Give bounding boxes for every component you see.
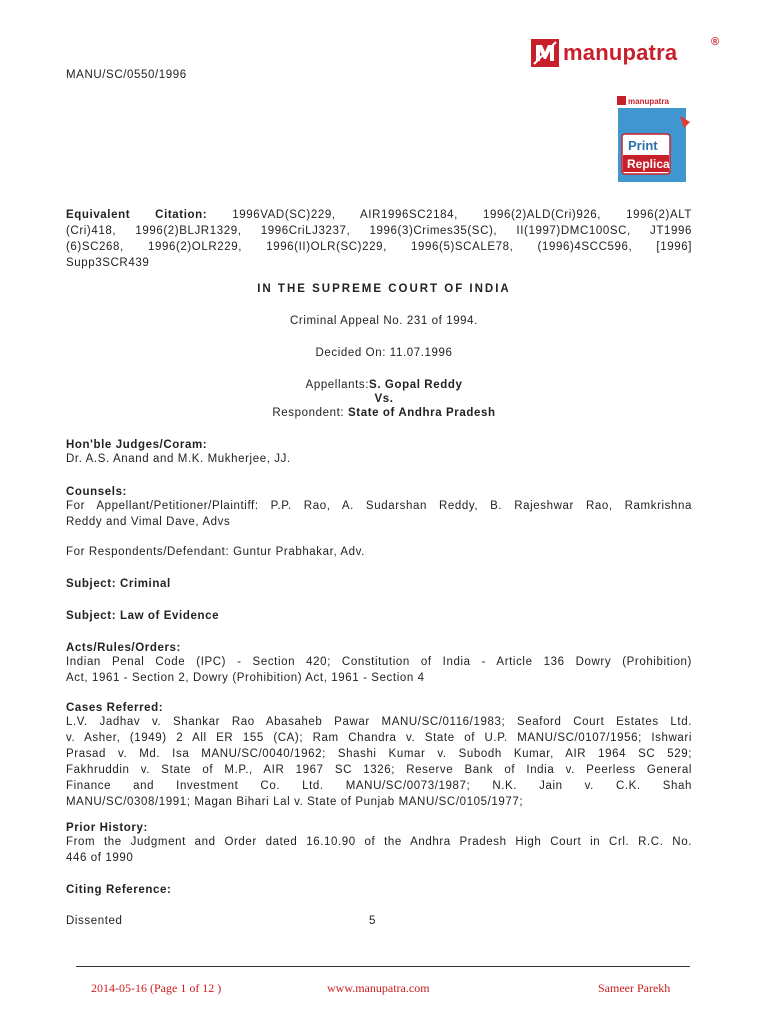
judges-text: Dr. A.S. Anand and M.K. Mukherjee, JJ. — [66, 453, 291, 465]
footer-divider — [76, 966, 690, 967]
appellant-name: S. Gopal Reddy — [369, 379, 463, 391]
prior-history-text — [66, 834, 692, 866]
prior-history-line: 446 of 1990 — [66, 852, 134, 864]
prior-history-line: From the Judgment and Order dated 16.10.90 of the Andhra Pradesh High Court in Crl. R.C. No. — [66, 836, 692, 848]
citation-label: Equivalent Citation: — [66, 209, 208, 221]
prior-history-heading: Prior History: — [66, 822, 148, 834]
print-replica-icon — [614, 92, 694, 184]
cases-line: Fakhruddin v. State of M.P., AIR 1967 SC 1326; Reserve Bank of India v. Peerless General — [66, 764, 692, 776]
footer-date-page: 2014-05-16 (Page 1 of 12 ) — [91, 981, 222, 995]
subject-evidence: Subject: Law of Evidence — [66, 610, 220, 622]
manupatra-logo-icon — [531, 39, 559, 67]
counsels-appellant-line: Reddy and Vimal Dave, Advs — [66, 516, 231, 528]
cases-heading: Cases Referred: — [66, 702, 164, 714]
document-id: MANU/SC/0550/1996 — [66, 69, 187, 81]
cases-text — [66, 714, 692, 810]
appeal-number: Criminal Appeal No. 231 of 1994. — [290, 315, 478, 327]
acts-text — [66, 654, 692, 686]
citation-line: Supp3SCR439 — [66, 257, 150, 269]
footer-user-name: Sameer Parekh — [598, 981, 671, 995]
cases-line: MANU/SC/0308/1991; Magan Bihari Lal v. State of Punjab MANU/SC/0105/1977; — [66, 796, 524, 808]
versus: Vs. — [374, 393, 394, 405]
court-name: IN THE SUPREME COURT OF INDIA — [257, 283, 511, 295]
counsels-respondent: For Respondents/Defendant: Guntur Prabhakar, Adv. — [66, 546, 365, 558]
print-replica-badge[interactable] — [614, 92, 694, 184]
acts-heading: Acts/Rules/Orders: — [66, 642, 181, 654]
citing-reference-heading: Citing Reference: — [66, 884, 172, 896]
brand-name: manupatra — [563, 40, 678, 65]
citation-line: (6)SC268, 1996(2)OLR229, 1996(II)OLR(SC)229, 1996(5)SCALE78, (1996)4SCC596, [1996] — [66, 241, 692, 253]
citation-line: (Cri)418, 1996(2)BLJR1329, 1996CriLJ3237, 1996(3)Crimes35(SC), II(1997)DMC100SC, JT1996 — [66, 225, 692, 237]
cases-line: L.V. Jadhav v. Shankar Rao Abasaheb Pawar MANU/SC/0116/1983; Seaford Court Estates Ltd. — [66, 716, 692, 728]
subject-criminal: Subject: Criminal — [66, 578, 171, 590]
respondent-line — [0, 405, 768, 421]
acts-line: Act, 1961 - Section 2, Dowry (Prohibition) Act, 1961 - Section 4 — [66, 672, 425, 684]
appellants-label: Appellants: — [305, 379, 370, 391]
badge-brand: manupatra — [628, 97, 669, 106]
counsels-appellant — [66, 498, 692, 530]
cases-line: Finance and Investment Co. Ltd. MANU/SC/0073/1987; N.K. Jain v. C.K. Shah — [66, 780, 692, 792]
counsels-heading: Counsels: — [66, 486, 127, 498]
badge-print-label: Print — [628, 138, 658, 153]
equivalent-citation — [66, 207, 692, 271]
manupatra-logo[interactable] — [531, 36, 731, 72]
footer-website-link[interactable]: www.manupatra.com — [327, 981, 430, 995]
respondent-label: Respondent: — [272, 407, 345, 419]
respondent-name: State of Andhra Pradesh — [348, 407, 496, 419]
badge-replica-label: Replica — [627, 157, 670, 171]
acts-line: Indian Penal Code (IPC) - Section 420; Constitution of India - Article 136 Dowry (Prohibition) — [66, 656, 692, 668]
cases-line: Prasad v. Md. Isa MANU/SC/0040/1962; Shashi Kumar v. Subodh Kumar, AIR 1964 SC 529; — [66, 748, 692, 760]
judges-heading: Hon'ble Judges/Coram: — [66, 439, 208, 451]
cases-line: v. Asher, (1949) 2 All ER 155 (CA); Ram Chandra v. State of U.P. MANU/SC/0107/1956; Ishwari — [66, 732, 692, 744]
citation-line: 1996VAD(SC)229, AIR1996SC2184, 1996(2)ALD(Cri)926, 1996(2)ALT — [232, 209, 692, 221]
decided-date: Decided On: 11.07.1996 — [315, 347, 453, 359]
citing-type: Dissented — [66, 915, 123, 927]
citing-count: 5 — [369, 915, 376, 927]
counsels-appellant-line: For Appellant/Petitioner/Plaintiff: P.P. Rao, A. Sudarshan Reddy, B. Rajeshwar Rao, Ramkrishna — [66, 500, 692, 512]
registered-mark: ® — [711, 36, 720, 48]
